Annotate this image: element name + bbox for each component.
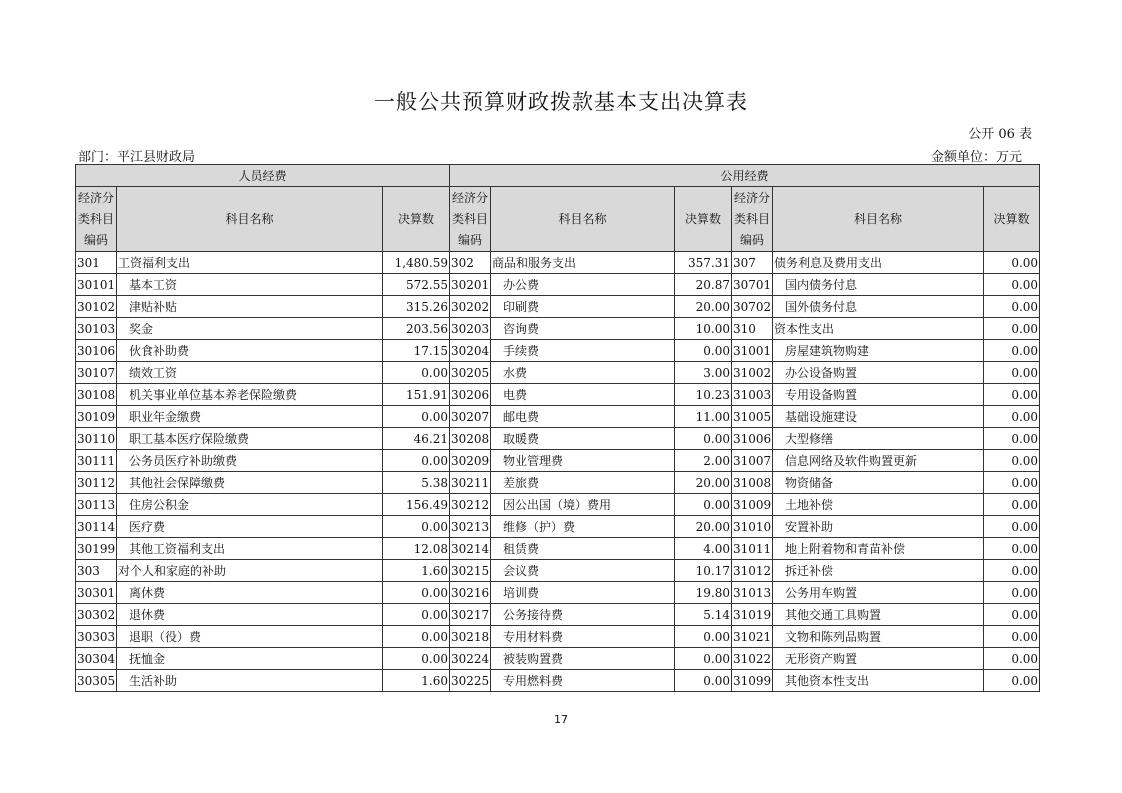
subject-code-cell: 30113 <box>76 494 117 516</box>
amount-cell: 4.00 <box>675 538 732 560</box>
amount-cell: 0.00 <box>675 626 732 648</box>
subject-name-cell: 住房公积金 <box>117 494 383 516</box>
subject-code-cell: 31009 <box>732 494 773 516</box>
subject-code-cell: 30701 <box>732 274 773 296</box>
amount-cell: 19.80 <box>675 582 732 604</box>
table-row <box>76 670 1040 692</box>
table-row <box>76 318 1040 340</box>
subject-name-cell: 房屋建筑物购建 <box>773 340 984 362</box>
subject-name-cell: 公务员医疗补助缴费 <box>117 450 383 472</box>
subject-code-cell: 30199 <box>76 538 117 560</box>
amount-cell: 0.00 <box>383 582 450 604</box>
amount-cell: 0.00 <box>675 494 732 516</box>
subject-code-cell: 31003 <box>732 384 773 406</box>
subject-code-cell: 31002 <box>732 362 773 384</box>
subject-code-cell: 30103 <box>76 318 117 340</box>
subject-code-cell: 30217 <box>450 604 491 626</box>
subject-name-cell: 无形资产购置 <box>773 648 984 670</box>
amount-cell: 10.23 <box>675 384 732 406</box>
subject-code-cell: 30110 <box>76 428 117 450</box>
table-row <box>76 450 1040 472</box>
subject-code-cell: 30303 <box>76 626 117 648</box>
subject-code-cell: 30304 <box>76 648 117 670</box>
amount-cell: 0.00 <box>984 406 1040 428</box>
subject-code-cell: 31005 <box>732 406 773 428</box>
subject-code-cell: 31099 <box>732 670 773 692</box>
table-row <box>76 538 1040 560</box>
table-row <box>76 384 1040 406</box>
amount-cell: 17.15 <box>383 340 450 362</box>
subject-code-cell: 310 <box>732 318 773 340</box>
table-row <box>76 472 1040 494</box>
amount-cell: 0.00 <box>984 604 1040 626</box>
amount-cell: 10.17 <box>675 560 732 582</box>
subject-code-cell: 307 <box>732 252 773 274</box>
amount-cell: 0.00 <box>383 362 450 384</box>
code-header: 经济分类科目编码 <box>450 187 491 252</box>
subject-name-cell: 退休费 <box>117 604 383 626</box>
expenditure-table <box>75 164 1040 692</box>
subject-code-cell: 31001 <box>732 340 773 362</box>
code-header: 经济分类科目编码 <box>76 187 117 252</box>
amount-cell: 0.00 <box>675 428 732 450</box>
subject-code-cell: 30301 <box>76 582 117 604</box>
subject-name-cell: 专用设备购置 <box>773 384 984 406</box>
subject-name-cell: 抚恤金 <box>117 648 383 670</box>
amount-cell: 0.00 <box>984 626 1040 648</box>
amount-cell: 0.00 <box>675 670 732 692</box>
subject-name-cell: 对个人和家庭的补助 <box>117 560 383 582</box>
amount-cell: 0.00 <box>984 560 1040 582</box>
table-row <box>76 362 1040 384</box>
amount-cell: 3.00 <box>675 362 732 384</box>
subject-code-cell: 31021 <box>732 626 773 648</box>
subject-code-cell: 30201 <box>450 274 491 296</box>
subject-name-cell: 办公费 <box>491 274 675 296</box>
amount-cell: 0.00 <box>984 318 1040 340</box>
amount-cell: 46.21 <box>383 428 450 450</box>
subject-code-cell: 30111 <box>76 450 117 472</box>
subject-code-cell: 30702 <box>732 296 773 318</box>
subject-name-cell: 其他社会保障缴费 <box>117 472 383 494</box>
subject-code-cell: 30209 <box>450 450 491 472</box>
subject-name-cell: 差旅费 <box>491 472 675 494</box>
amount-cell: 11.00 <box>675 406 732 428</box>
subject-code-cell: 30218 <box>450 626 491 648</box>
amount-cell: 0.00 <box>984 582 1040 604</box>
subject-name-cell: 津贴补贴 <box>117 296 383 318</box>
amount-cell: 1.60 <box>383 670 450 692</box>
table-row <box>76 582 1040 604</box>
subject-name-cell: 安置补助 <box>773 516 984 538</box>
subject-name-cell: 奖金 <box>117 318 383 340</box>
subject-name-cell: 地上附着物和青苗补偿 <box>773 538 984 560</box>
subject-name-cell: 大型修缮 <box>773 428 984 450</box>
amount-cell: 0.00 <box>984 494 1040 516</box>
subject-name-cell: 维修（护）费 <box>491 516 675 538</box>
amount-cell: 20.87 <box>675 274 732 296</box>
subject-name-cell: 土地补偿 <box>773 494 984 516</box>
subject-name-cell: 电费 <box>491 384 675 406</box>
subject-name-cell: 水费 <box>491 362 675 384</box>
subject-code-cell: 30202 <box>450 296 491 318</box>
subject-code-cell: 30225 <box>450 670 491 692</box>
subject-name-cell: 机关事业单位基本养老保险缴费 <box>117 384 383 406</box>
subject-code-cell: 30204 <box>450 340 491 362</box>
subject-name-cell: 印刷费 <box>491 296 675 318</box>
amount-cell: 0.00 <box>383 450 450 472</box>
table-row <box>76 560 1040 582</box>
subject-code-cell: 31008 <box>732 472 773 494</box>
subject-name-cell: 其他工资福利支出 <box>117 538 383 560</box>
subject-name-cell: 国外债务付息 <box>773 296 984 318</box>
subject-name-cell: 邮电费 <box>491 406 675 428</box>
subject-name-cell: 商品和服务支出 <box>491 252 675 274</box>
page-number: 17 <box>554 713 568 726</box>
subject-code-cell: 30108 <box>76 384 117 406</box>
subject-code-cell: 30216 <box>450 582 491 604</box>
subject-name-cell: 债务利息及费用支出 <box>773 252 984 274</box>
subject-name-cell: 被装购置费 <box>491 648 675 670</box>
subject-name-cell: 公务接待费 <box>491 604 675 626</box>
subject-name-cell: 手续费 <box>491 340 675 362</box>
group-header-row <box>76 165 1040 187</box>
amount-cell: 0.00 <box>675 648 732 670</box>
subject-code-cell: 31012 <box>732 560 773 582</box>
subject-code-cell: 30211 <box>450 472 491 494</box>
amount-cell: 315.26 <box>383 296 450 318</box>
subject-name-cell: 培训费 <box>491 582 675 604</box>
amount-cell: 12.08 <box>383 538 450 560</box>
page-title: 一般公共预算财政拨款基本支出决算表 <box>374 90 748 114</box>
subject-code-cell: 30206 <box>450 384 491 406</box>
amount-cell: 0.00 <box>383 406 450 428</box>
subject-name-cell: 伙食补助费 <box>117 340 383 362</box>
amount-cell: 0.00 <box>984 538 1040 560</box>
subject-name-cell: 基础设施建设 <box>773 406 984 428</box>
subject-name-cell: 工资福利支出 <box>117 252 383 274</box>
amount-cell: 0.00 <box>984 450 1040 472</box>
name-header: 科目名称 <box>773 187 984 252</box>
amount-header: 决算数 <box>675 187 732 252</box>
subject-name-cell: 资本性支出 <box>773 318 984 340</box>
subject-code-cell: 301 <box>76 252 117 274</box>
amount-cell: 0.00 <box>383 648 450 670</box>
subject-name-cell: 医疗费 <box>117 516 383 538</box>
table-row <box>76 494 1040 516</box>
subject-code-cell: 30208 <box>450 428 491 450</box>
amount-cell: 0.00 <box>984 252 1040 274</box>
subject-name-cell: 租赁费 <box>491 538 675 560</box>
subject-code-cell: 30213 <box>450 516 491 538</box>
subject-code-cell: 30205 <box>450 362 491 384</box>
subject-code-cell: 31022 <box>732 648 773 670</box>
subject-code-cell: 30203 <box>450 318 491 340</box>
code-header: 经济分类科目编码 <box>732 187 773 252</box>
subject-name-cell: 取暖费 <box>491 428 675 450</box>
subject-code-cell: 302 <box>450 252 491 274</box>
subject-code-cell: 30212 <box>450 494 491 516</box>
subject-code-cell: 30102 <box>76 296 117 318</box>
subject-name-cell: 物业管理费 <box>491 450 675 472</box>
table-row <box>76 428 1040 450</box>
subject-code-cell: 30114 <box>76 516 117 538</box>
amount-cell: 0.00 <box>984 340 1040 362</box>
amount-cell: 203.56 <box>383 318 450 340</box>
subject-name-cell: 国内债务付息 <box>773 274 984 296</box>
amount-cell: 0.00 <box>383 604 450 626</box>
subject-code-cell: 30109 <box>76 406 117 428</box>
subject-name-cell: 文物和陈列品购置 <box>773 626 984 648</box>
subject-name-cell: 其他交通工具购置 <box>773 604 984 626</box>
subject-name-cell: 职工基本医疗保险缴费 <box>117 428 383 450</box>
table-row <box>76 296 1040 318</box>
subject-name-cell: 物资储备 <box>773 472 984 494</box>
form-code: 公开 06 表 <box>968 127 1032 142</box>
personnel-expense-header: 人员经费 <box>76 165 450 187</box>
table-row <box>76 252 1040 274</box>
subject-code-cell: 30305 <box>76 670 117 692</box>
subject-code-cell: 31013 <box>732 582 773 604</box>
table-row <box>76 274 1040 296</box>
subject-code-cell: 30101 <box>76 274 117 296</box>
amount-cell: 151.91 <box>383 384 450 406</box>
subject-code-cell: 31010 <box>732 516 773 538</box>
amount-cell: 20.00 <box>675 472 732 494</box>
column-header-row <box>76 187 1040 252</box>
subject-code-cell: 31007 <box>732 450 773 472</box>
amount-cell: 0.00 <box>984 384 1040 406</box>
name-header: 科目名称 <box>491 187 675 252</box>
table-row <box>76 516 1040 538</box>
amount-cell: 5.14 <box>675 604 732 626</box>
amount-cell: 156.49 <box>383 494 450 516</box>
amount-cell: 10.00 <box>675 318 732 340</box>
subject-name-cell: 因公出国（境）费用 <box>491 494 675 516</box>
amount-cell: 1.60 <box>383 560 450 582</box>
amount-cell: 0.00 <box>984 362 1040 384</box>
subject-name-cell: 会议费 <box>491 560 675 582</box>
amount-cell: 20.00 <box>675 516 732 538</box>
subject-code-cell: 31019 <box>732 604 773 626</box>
subject-name-cell: 生活补助 <box>117 670 383 692</box>
amount-cell: 0.00 <box>984 516 1040 538</box>
subject-code-cell: 30112 <box>76 472 117 494</box>
subject-name-cell: 拆迁补偿 <box>773 560 984 582</box>
amount-cell: 0.00 <box>984 428 1040 450</box>
amount-cell: 0.00 <box>383 516 450 538</box>
subject-name-cell: 专用材料费 <box>491 626 675 648</box>
amount-cell: 20.00 <box>675 296 732 318</box>
table-row <box>76 340 1040 362</box>
subject-name-cell: 专用燃料费 <box>491 670 675 692</box>
subject-code-cell: 30302 <box>76 604 117 626</box>
amount-cell: 0.00 <box>383 626 450 648</box>
unit-label: 金额单位：万元 <box>930 150 1022 165</box>
subject-name-cell: 职业年金缴费 <box>117 406 383 428</box>
subject-code-cell: 31006 <box>732 428 773 450</box>
subject-name-cell: 公务用车购置 <box>773 582 984 604</box>
amount-cell: 572.55 <box>383 274 450 296</box>
amount-header: 决算数 <box>984 187 1040 252</box>
subject-name-cell: 绩效工资 <box>117 362 383 384</box>
subject-name-cell: 基本工资 <box>117 274 383 296</box>
amount-cell: 357.31 <box>675 252 732 274</box>
subject-code-cell: 30224 <box>450 648 491 670</box>
subject-code-cell: 30207 <box>450 406 491 428</box>
department-label: 部门：平江县财政局 <box>78 150 196 165</box>
subject-name-cell: 其他资本性支出 <box>773 670 984 692</box>
subject-name-cell: 信息网络及软件购置更新 <box>773 450 984 472</box>
public-expense-header: 公用经费 <box>450 165 1040 187</box>
amount-header: 决算数 <box>383 187 450 252</box>
subject-code-cell: 30214 <box>450 538 491 560</box>
amount-cell: 5.38 <box>383 472 450 494</box>
amount-cell: 0.00 <box>984 296 1040 318</box>
subject-code-cell: 30107 <box>76 362 117 384</box>
table-row <box>76 648 1040 670</box>
table-row <box>76 626 1040 648</box>
subject-name-cell: 离休费 <box>117 582 383 604</box>
amount-cell: 0.00 <box>675 340 732 362</box>
subject-name-cell: 咨询费 <box>491 318 675 340</box>
subject-code-cell: 31011 <box>732 538 773 560</box>
subject-name-cell: 办公设备购置 <box>773 362 984 384</box>
amount-cell: 2.00 <box>675 450 732 472</box>
amount-cell: 0.00 <box>984 274 1040 296</box>
subject-code-cell: 30215 <box>450 560 491 582</box>
name-header: 科目名称 <box>117 187 383 252</box>
amount-cell: 1,480.59 <box>383 252 450 274</box>
amount-cell: 0.00 <box>984 670 1040 692</box>
table-row <box>76 406 1040 428</box>
amount-cell: 0.00 <box>984 472 1040 494</box>
subject-code-cell: 303 <box>76 560 117 582</box>
amount-cell: 0.00 <box>984 648 1040 670</box>
subject-name-cell: 退职（役）费 <box>117 626 383 648</box>
subject-code-cell: 30106 <box>76 340 117 362</box>
table-row <box>76 604 1040 626</box>
